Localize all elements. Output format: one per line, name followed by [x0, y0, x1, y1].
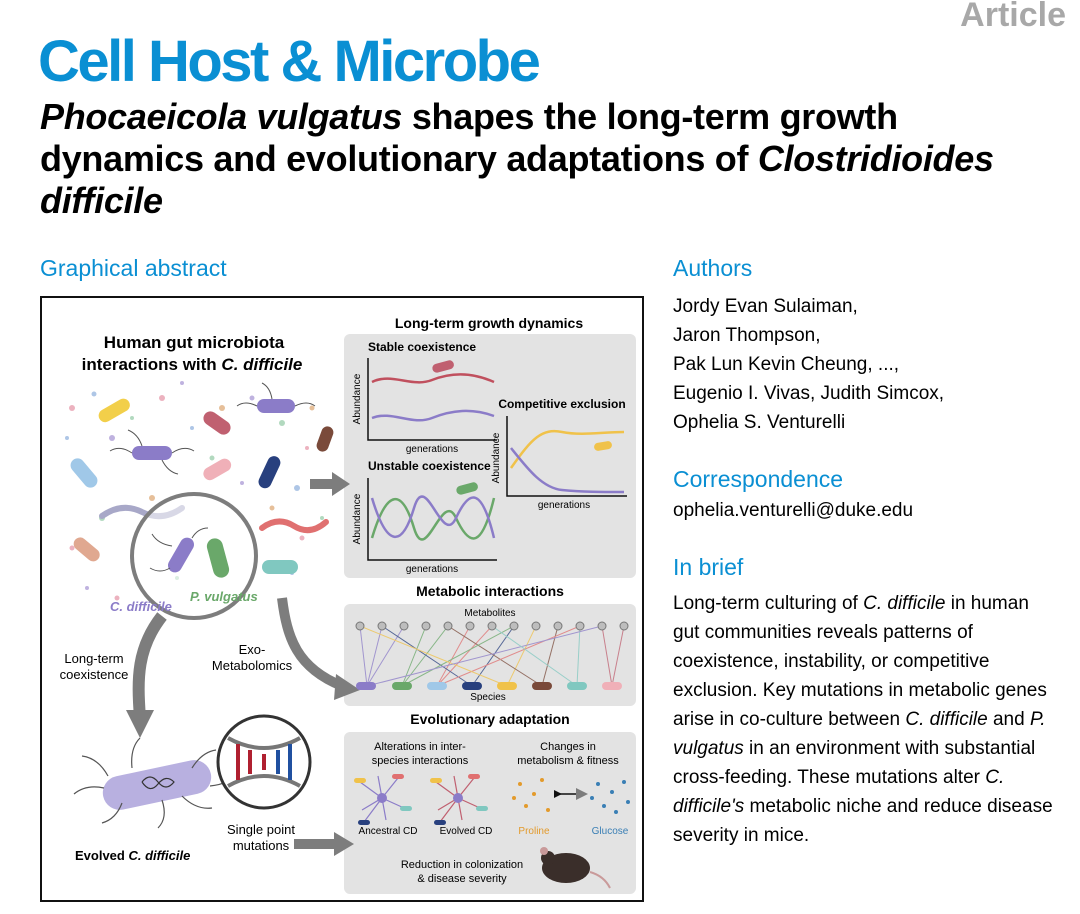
stable-series-purple — [372, 411, 494, 420]
microbiota-title-line2: interactions with C. difficile — [81, 355, 303, 374]
reduction-line1: Reduction in colonization — [400, 859, 524, 871]
ancestral-cd-label: Ancestral CD — [358, 826, 418, 837]
microbiota-title-line1: Human gut microbiota — [103, 333, 285, 352]
label-mutations-2: mutations — [232, 838, 290, 853]
author-line[interactable]: Ophelia S. Venturelli — [673, 412, 846, 433]
metabolite-network — [360, 626, 624, 686]
mouse-icon — [540, 847, 610, 888]
author-line[interactable]: Jaron Thompson, — [673, 325, 821, 346]
stable-xlabel: generations — [405, 444, 459, 455]
label-mutations-1: Single point — [227, 822, 295, 837]
proline-label: Proline — [518, 826, 550, 837]
unstable-title: Unstable coexistence — [368, 459, 491, 473]
competitive-series-yellow — [511, 431, 624, 468]
title-italic-species-2: Clostridioides difficile — [40, 138, 994, 221]
label-evolved-cdiff: Evolved C. difficile — [75, 848, 191, 863]
label-long-term-2: coexistence — [59, 667, 129, 682]
competitive-ylabel: Abundance — [491, 432, 502, 484]
unstable-series-purple — [372, 497, 494, 538]
author-line[interactable]: Jordy Evan Sulaiman, — [673, 296, 858, 317]
label-exo-1: Exo- — [238, 642, 266, 657]
species-label: Species — [470, 692, 506, 703]
unstable-ylabel: Abundance — [352, 493, 363, 545]
competitive-xlabel: generations — [537, 500, 591, 511]
glucose-dots — [590, 780, 630, 814]
article-type-label: Article — [960, 0, 1066, 34]
competitive-title: Competitive exclusion — [498, 397, 626, 411]
author-line[interactable]: Eugenio I. Vivas, Judith Simcox, — [673, 383, 945, 404]
species-nodes — [356, 682, 622, 690]
graphical-abstract-figure — [40, 296, 644, 902]
unstable-xlabel: generations — [405, 564, 459, 575]
label-pvulgatus: P. vulgatus — [190, 589, 258, 604]
changes-line1: Changes in — [540, 741, 596, 753]
evolved-cd-label: Evolved CD — [439, 826, 493, 837]
label-cdiff: C. difficile — [110, 599, 172, 614]
evolved-cd-network — [430, 774, 488, 825]
evolution-title: Evolutionary adaptation — [410, 711, 570, 727]
authors-heading: Authors — [673, 255, 753, 281]
unstable-series-green — [372, 498, 494, 539]
in-brief-heading: In brief — [673, 554, 744, 580]
stable-title: Stable coexistence — [368, 340, 477, 354]
competitive-series-purple — [511, 448, 624, 492]
title-plain-text: shapes the long-term growth dynamics and evolutionary adaptations of — [40, 96, 898, 179]
metabolic-title: Metabolic interactions — [416, 583, 564, 599]
correspondence-heading: Correspondence — [673, 466, 844, 492]
stable-series-red — [372, 374, 494, 382]
metabolites-label: Metabolites — [464, 608, 516, 619]
graphical-abstract-svg — [42, 298, 642, 900]
correspondence-email[interactable]: ophelia.venturelli@duke.edu — [673, 500, 914, 521]
changes-line2: metabolism & fitness — [517, 755, 619, 767]
article-title — [40, 96, 1060, 222]
author-line[interactable]: Pak Lun Kevin Cheung, ..., — [673, 354, 900, 375]
stable-ylabel: Abundance — [352, 373, 363, 425]
glucose-label: Glucose — [591, 826, 629, 837]
ancestral-cd-network — [354, 774, 412, 825]
title-italic-species-1: Phocaeicola vulgatus — [40, 96, 403, 137]
reduction-line2: & disease severity — [417, 873, 507, 885]
alterations-line1: Alterations in inter- — [374, 741, 466, 753]
metabolite-nodes — [356, 622, 628, 630]
label-exo-2: Metabolomics — [211, 658, 293, 673]
label-long-term-1: Long-term — [64, 651, 124, 666]
journal-name[interactable]: Cell Host & Microbe — [38, 29, 539, 94]
graphical-abstract-heading: Graphical abstract — [40, 255, 227, 281]
growth-title: Long-term growth dynamics — [394, 315, 584, 331]
in-brief-text: Long-term culturing of C. difficile in human gut communities reveals patterns of coexistence, instability, or competitive exclusion. Key mutations in metabolic genes arise in co-culture between C. difficile and P. vulgatus in an environment with substantial cross-feeding. These mutations alter C. difficile's metabolic niche and reduce disease severity in mice. — [673, 593, 1053, 846]
proline-dots — [512, 778, 550, 812]
authors-list — [673, 292, 944, 437]
arrow-to-evolved — [139, 616, 162, 718]
alterations-line2: species interactions — [371, 755, 469, 767]
